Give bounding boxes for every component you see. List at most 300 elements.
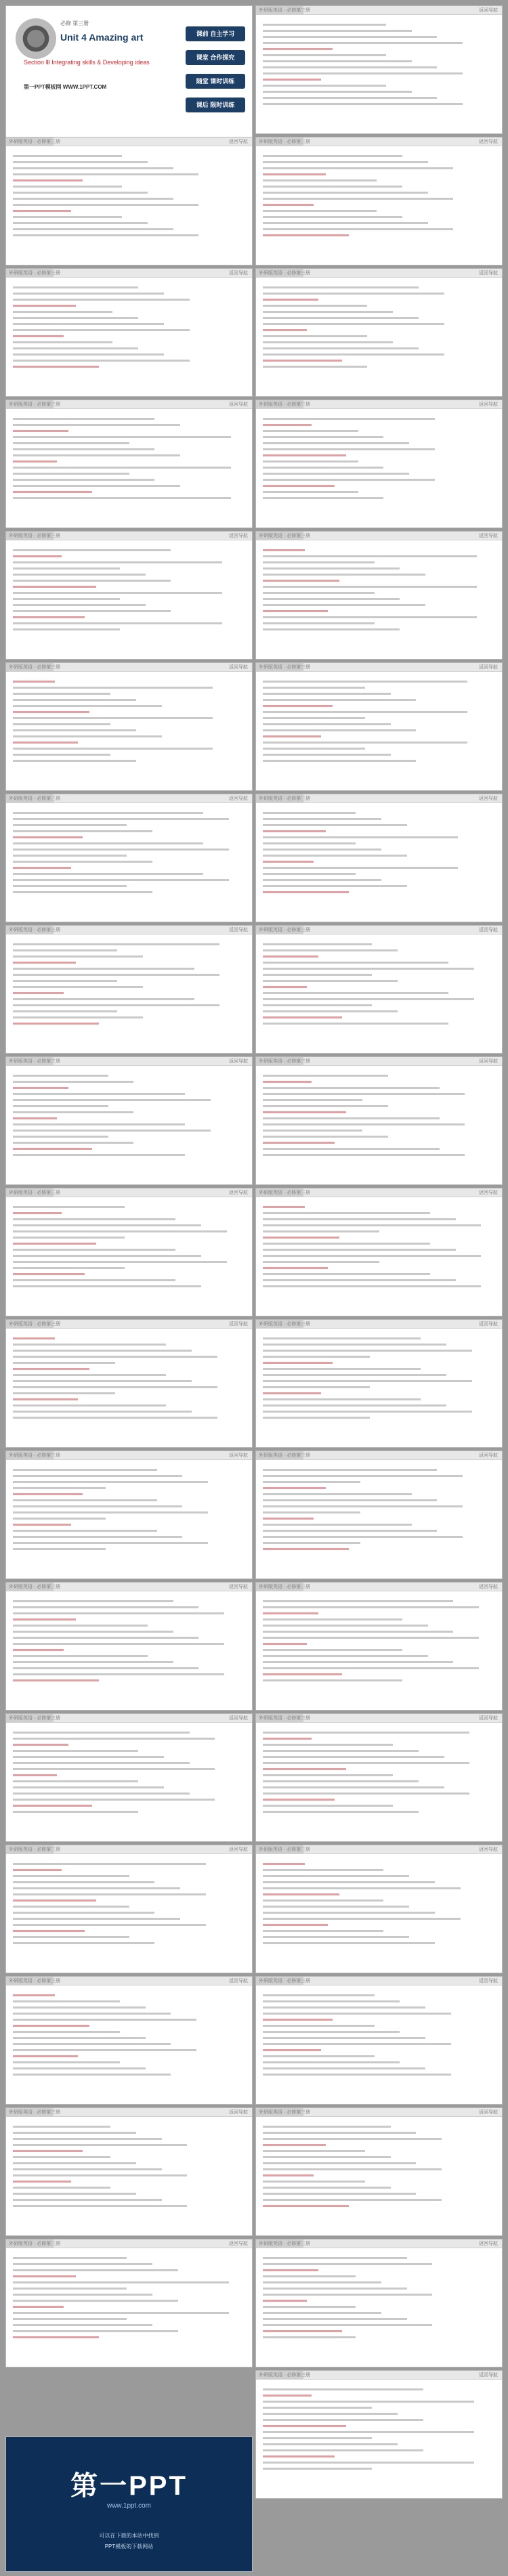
return-nav-link[interactable]: 返回导航 <box>479 928 498 932</box>
text-line <box>263 1869 383 1871</box>
text-line <box>263 1875 409 1877</box>
slide-header <box>6 663 252 672</box>
slide-body <box>263 1072 495 1179</box>
text-line <box>13 2144 187 2146</box>
text-line <box>13 1756 164 1758</box>
text-line <box>263 754 391 756</box>
content-slide <box>255 1713 503 1842</box>
slide-body <box>263 678 495 785</box>
slide-body <box>263 1203 495 1310</box>
return-nav-link[interactable]: 返回导航 <box>229 796 248 801</box>
text-line <box>13 305 76 307</box>
slide-header <box>6 1977 252 1985</box>
text-line <box>13 1487 106 1489</box>
text-line <box>13 485 180 487</box>
content-slide <box>5 1319 253 1448</box>
text-line <box>13 210 71 212</box>
menu-label: 随堂 课时训练 <box>196 78 235 85</box>
text-line <box>13 1398 78 1400</box>
text-line <box>263 1212 430 1214</box>
slide-header <box>256 532 502 540</box>
text-line <box>263 1111 346 1113</box>
slide-body <box>263 1466 495 1573</box>
text-line <box>13 2312 229 2314</box>
slide-body <box>263 284 495 391</box>
text-line <box>263 1505 463 1507</box>
return-nav-link[interactable]: 返回导航 <box>479 2373 498 2378</box>
text-line <box>13 1016 143 1018</box>
text-line <box>263 622 375 624</box>
text-line <box>263 323 444 325</box>
header-text: 外研版英语 · 必修第三册 <box>259 665 311 670</box>
text-line <box>13 366 99 368</box>
slide-body <box>263 1729 495 1836</box>
text-line <box>263 1649 402 1651</box>
return-nav-link[interactable]: 返回导航 <box>479 796 498 801</box>
return-nav-link[interactable]: 返回导航 <box>229 139 248 144</box>
slide-body <box>13 1597 245 1704</box>
return-nav-link[interactable]: 返回导航 <box>229 1190 248 1195</box>
text-line <box>13 1618 76 1620</box>
text-line <box>13 1863 206 1865</box>
text-line <box>263 2431 474 2433</box>
header-text: 外研版英语 · 必修第三册 <box>259 2241 311 2246</box>
text-line <box>13 681 55 683</box>
text-line <box>13 1799 215 1801</box>
text-line <box>13 555 62 557</box>
return-nav-link[interactable]: 返回导航 <box>479 1716 498 1721</box>
menu-button-2[interactable] <box>186 50 245 65</box>
text-line <box>263 628 400 630</box>
text-line <box>263 2455 335 2457</box>
text-line <box>263 353 444 356</box>
slide-header <box>6 794 252 803</box>
return-nav-link[interactable]: 返回导航 <box>229 402 248 407</box>
text-line <box>263 2425 346 2427</box>
text-line <box>263 610 328 612</box>
menu-button-3[interactable] <box>186 74 245 89</box>
text-line <box>13 1893 206 1895</box>
text-line <box>263 1643 307 1645</box>
text-line <box>263 1863 305 1865</box>
text-line <box>263 2288 407 2290</box>
text-line <box>263 1380 472 1382</box>
text-line <box>263 1356 370 1358</box>
text-line <box>13 1206 125 1208</box>
text-line <box>263 2013 451 2015</box>
slide-header <box>256 1845 502 1854</box>
text-line <box>13 1267 125 1269</box>
text-line <box>263 849 381 851</box>
content-slide <box>255 137 503 265</box>
text-line <box>263 36 437 38</box>
return-nav-link[interactable]: 返回导航 <box>479 2241 498 2246</box>
text-line <box>13 561 222 563</box>
text-line <box>13 842 203 844</box>
text-line <box>13 1606 198 1608</box>
slide-header <box>6 532 252 540</box>
return-nav-link[interactable]: 返回导航 <box>479 1585 498 1589</box>
return-nav-link[interactable]: 返回导航 <box>479 1059 498 1064</box>
text-line <box>13 2000 120 2002</box>
text-line <box>263 2324 432 2326</box>
return-nav-link[interactable]: 返回导航 <box>229 1453 248 1458</box>
text-line <box>13 2013 171 2015</box>
text-line <box>13 1417 217 1419</box>
text-line <box>263 1750 419 1752</box>
text-line <box>13 1899 96 1902</box>
menu-button-1[interactable] <box>186 26 245 41</box>
content-slide <box>255 1976 503 2105</box>
text-line <box>13 2288 127 2290</box>
text-line <box>13 2037 146 2039</box>
text-line <box>13 549 171 551</box>
text-line <box>263 561 375 563</box>
text-line <box>13 1930 85 1932</box>
text-line <box>263 85 386 87</box>
text-line <box>13 867 71 869</box>
text-line <box>263 998 474 1000</box>
text-line <box>263 1936 409 1938</box>
text-line <box>263 760 416 762</box>
text-line <box>13 2055 78 2057</box>
text-line <box>263 1732 469 1734</box>
text-line <box>263 968 474 970</box>
slide-header <box>256 1583 502 1591</box>
text-line <box>263 1780 419 1782</box>
text-line <box>13 1010 117 1012</box>
text-line <box>13 460 57 463</box>
slide-header <box>6 137 252 146</box>
return-nav-link[interactable]: 返回导航 <box>479 139 498 144</box>
text-line <box>263 2281 381 2283</box>
header-text: 外研版英语 · 必修第三册 <box>259 534 311 538</box>
content-slide <box>255 1056 503 1185</box>
return-nav-link[interactable]: 返回导航 <box>479 402 498 407</box>
header-text: 外研版英语 · 必修第三册 <box>259 1190 311 1195</box>
slide-header <box>256 400 502 409</box>
text-line <box>13 2150 83 2152</box>
text-line <box>263 812 356 814</box>
text-line <box>263 1123 465 1125</box>
text-line <box>263 2144 326 2146</box>
text-line <box>13 228 173 230</box>
text-line <box>263 1273 430 1275</box>
text-line <box>13 222 148 224</box>
text-line <box>13 2193 136 2195</box>
text-line <box>13 1738 215 1740</box>
text-line <box>13 2306 64 2308</box>
text-line <box>263 2199 442 2201</box>
text-line <box>13 1148 92 1150</box>
text-line <box>13 1123 185 1125</box>
text-line <box>263 210 377 212</box>
text-line <box>263 1350 472 1352</box>
brand-caption-2: PPT模板的下载网站 <box>104 2543 154 2550</box>
text-line <box>263 1255 481 1257</box>
text-line <box>263 97 437 99</box>
text-line <box>263 54 386 56</box>
text-line <box>263 1738 312 1740</box>
text-line <box>263 2312 381 2314</box>
text-line <box>263 1117 440 1119</box>
header-text: 外研版英语 · 必修第三册 <box>259 1322 311 1327</box>
menu-button-4[interactable] <box>186 98 245 112</box>
slide-body <box>13 1466 245 1573</box>
text-line <box>263 454 346 456</box>
text-line <box>263 91 412 93</box>
text-line <box>13 1732 190 1734</box>
text-line <box>263 974 372 976</box>
text-line <box>13 1774 57 1776</box>
text-line <box>263 1631 453 1633</box>
text-line <box>13 962 76 964</box>
text-line <box>263 1893 339 1895</box>
text-line <box>263 687 365 689</box>
content-slide <box>5 137 253 265</box>
content-slide <box>255 1188 503 1316</box>
text-line <box>13 198 173 200</box>
text-line <box>263 103 463 105</box>
text-line <box>13 1875 129 1877</box>
text-line <box>13 418 154 420</box>
header-text: 外研版英语 · 必修第三册 <box>9 1059 61 1064</box>
return-nav-link[interactable]: 返回导航 <box>229 928 248 932</box>
slide-body <box>263 809 495 916</box>
text-line <box>13 1105 108 1107</box>
slide-body <box>13 809 245 916</box>
text-line <box>263 1487 326 1489</box>
text-line <box>263 1386 370 1388</box>
text-line <box>13 2187 110 2189</box>
text-line <box>13 2126 110 2128</box>
text-line <box>263 1762 469 1764</box>
text-line <box>13 167 173 169</box>
header-text: 外研版英语 · 必修第三册 <box>9 402 61 407</box>
text-line <box>13 830 152 832</box>
text-line <box>263 1481 360 1483</box>
return-nav-link[interactable]: 返回导航 <box>479 1190 498 1195</box>
text-line <box>263 2174 314 2176</box>
text-line <box>263 2074 451 2076</box>
content-slide <box>5 2239 253 2367</box>
header-text: 外研版英语 · 必修第三册 <box>9 1847 61 1852</box>
text-line <box>263 1799 335 1801</box>
slide-body <box>263 21 495 128</box>
text-line <box>13 2330 178 2332</box>
text-line <box>13 2294 152 2296</box>
return-nav-link[interactable]: 返回导航 <box>229 1585 248 1589</box>
text-line <box>13 1380 192 1382</box>
brand-url[interactable]: www.1ppt.com <box>106 2502 152 2510</box>
text-line <box>13 1255 201 1257</box>
text-line <box>13 179 83 181</box>
text-line <box>263 992 448 994</box>
text-line <box>13 1511 208 1514</box>
text-line <box>13 497 231 499</box>
text-line <box>13 1154 185 1156</box>
text-line <box>13 1099 211 1101</box>
header-text: 外研版英语 · 必修第三册 <box>9 271 61 276</box>
text-line <box>263 228 453 230</box>
slide-header <box>256 2371 502 2380</box>
slide-body <box>263 1597 495 1704</box>
return-nav-link[interactable]: 返回导航 <box>229 665 248 670</box>
return-nav-link[interactable]: 返回导航 <box>229 1716 248 1721</box>
text-line <box>263 347 419 349</box>
return-nav-link[interactable]: 返回导航 <box>479 1847 498 1852</box>
slide-header <box>256 663 502 672</box>
text-line <box>263 2132 416 2134</box>
slide-body <box>13 1729 245 1836</box>
text-line <box>263 2055 375 2057</box>
text-line <box>13 1093 185 1095</box>
text-line <box>13 949 117 951</box>
text-line <box>263 2061 400 2063</box>
text-line <box>13 1273 85 1275</box>
return-nav-link[interactable]: 返回导航 <box>479 1322 498 1327</box>
text-line <box>13 598 120 600</box>
return-nav-link[interactable]: 返回导航 <box>229 534 248 538</box>
text-line <box>263 198 453 200</box>
content-slide <box>5 1845 253 1973</box>
header-text: 外研版英语 · 必修第三册 <box>9 1979 61 1983</box>
text-line <box>13 1130 211 1132</box>
text-line <box>263 366 367 368</box>
text-line <box>13 1386 217 1388</box>
slide-header <box>256 2239 502 2248</box>
text-line <box>263 2193 416 2195</box>
slide-body <box>13 678 245 785</box>
text-line <box>263 1906 409 1908</box>
text-line <box>263 1793 469 1795</box>
text-line <box>263 1237 339 1239</box>
text-line <box>263 2462 474 2464</box>
text-line <box>263 1261 379 1263</box>
return-nav-link[interactable]: 返回导航 <box>229 1847 248 1852</box>
text-line <box>13 586 96 588</box>
return-nav-link[interactable]: 返回导航 <box>229 1059 248 1064</box>
text-line <box>263 567 400 570</box>
text-line <box>263 1279 456 1281</box>
content-slide <box>255 1582 503 1711</box>
return-nav-link[interactable]: 返回导航 <box>229 1979 248 1983</box>
text-line <box>263 1368 421 1370</box>
text-line <box>263 1774 393 1776</box>
text-line <box>13 2006 146 2009</box>
text-line <box>13 1230 227 1232</box>
text-line <box>263 729 416 731</box>
text-line <box>13 1524 71 1526</box>
text-line <box>263 1469 437 1471</box>
text-line <box>263 555 477 557</box>
return-nav-link[interactable]: 返回导航 <box>229 2110 248 2115</box>
slide-header <box>6 1583 252 1591</box>
text-line <box>263 2263 432 2265</box>
slide-header <box>256 1320 502 1329</box>
text-line <box>263 1374 446 1376</box>
header-text: 外研版英语 · 必修第三册 <box>259 271 311 276</box>
text-line <box>263 1942 435 1944</box>
text-line <box>263 549 305 551</box>
text-line <box>13 592 222 594</box>
content-slide <box>5 1713 253 1842</box>
text-line <box>263 2162 416 2164</box>
gear-icon <box>16 18 56 59</box>
content-slide <box>255 925 503 1054</box>
text-line <box>263 305 367 307</box>
content-slide <box>5 1188 253 1316</box>
return-nav-link[interactable]: 返回导航 <box>479 8 498 13</box>
text-line <box>13 610 171 612</box>
text-line <box>263 818 381 820</box>
text-line <box>263 1154 465 1156</box>
slide-header <box>256 1188 502 1197</box>
text-line <box>13 1368 89 1370</box>
return-nav-link[interactable]: 返回导航 <box>229 271 248 276</box>
text-line <box>13 1249 175 1251</box>
text-line <box>263 479 435 481</box>
slide-header <box>256 1451 502 1460</box>
slide-body <box>13 284 245 391</box>
text-line <box>13 1612 224 1614</box>
header-text: 外研版英语 · 必修第三册 <box>9 665 61 670</box>
text-line <box>263 155 402 157</box>
text-line <box>263 2437 372 2439</box>
text-line <box>263 329 307 331</box>
text-line <box>13 861 152 863</box>
content-slide <box>5 2107 253 2236</box>
text-line <box>263 1267 328 1269</box>
text-line <box>13 311 112 313</box>
return-nav-link[interactable]: 返回导航 <box>479 1453 498 1458</box>
text-line <box>13 2205 187 2207</box>
text-line <box>263 186 402 188</box>
text-line <box>263 1130 362 1132</box>
text-line <box>263 2025 375 2027</box>
text-line <box>263 1230 379 1232</box>
header-text: 外研版英语 · 必修第三册 <box>259 1059 311 1064</box>
header-text: 外研版英语 · 必修第三册 <box>9 1716 61 1721</box>
return-nav-link[interactable]: 返回导航 <box>479 665 498 670</box>
text-line <box>13 2132 136 2134</box>
text-line <box>13 818 229 820</box>
text-line <box>263 2443 398 2445</box>
text-line <box>263 2067 425 2069</box>
text-line <box>263 485 335 487</box>
text-line <box>13 1374 166 1376</box>
return-nav-link[interactable]: 返回导航 <box>479 534 498 538</box>
return-nav-link[interactable]: 返回导航 <box>479 2110 498 2115</box>
text-line <box>263 824 407 826</box>
return-nav-link[interactable]: 返回导航 <box>229 2241 248 2246</box>
text-line <box>13 2061 120 2063</box>
text-line <box>13 687 213 689</box>
text-line <box>13 1337 55 1339</box>
text-line <box>13 1887 180 1889</box>
header-text: 外研版英语 · 必修第三册 <box>9 139 61 144</box>
return-nav-link[interactable]: 返回导航 <box>479 271 498 276</box>
text-line <box>263 1398 421 1400</box>
text-line <box>13 1362 115 1364</box>
return-nav-link[interactable]: 返回导航 <box>479 1979 498 1983</box>
text-line <box>263 79 321 81</box>
text-line <box>263 2269 318 2271</box>
text-line <box>13 1631 173 1633</box>
text-line <box>13 1136 108 1138</box>
content-slide <box>5 1056 253 1185</box>
return-nav-link[interactable]: 返回导航 <box>229 1322 248 1327</box>
